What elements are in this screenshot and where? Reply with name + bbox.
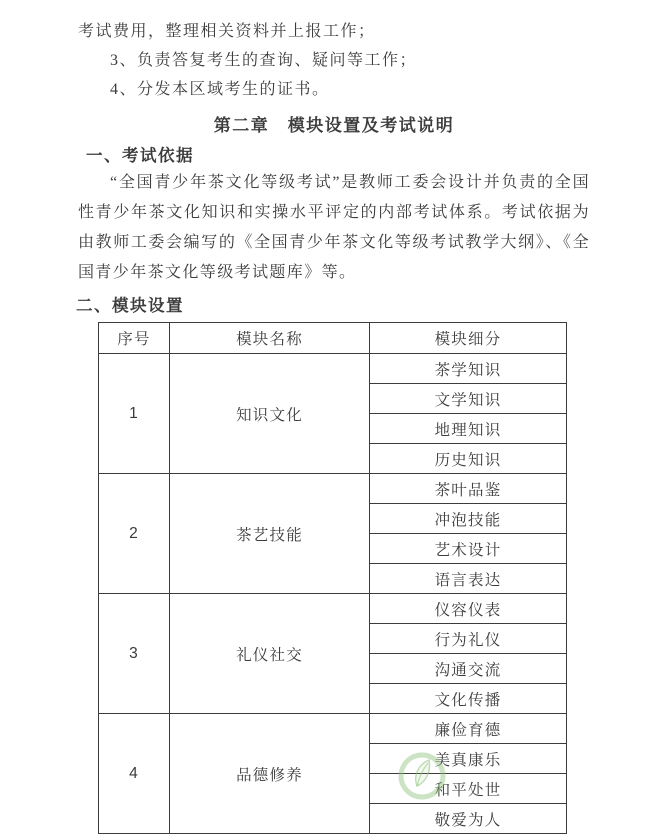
subdivision-cell: 美真康乐	[370, 744, 567, 774]
subdivision-cell: 和平处世	[370, 774, 567, 804]
serial-number-cell: 2	[99, 474, 170, 594]
subdivision-cell: 历史知识	[370, 444, 567, 474]
intro-line: 4、分发本区域考生的证书。	[110, 81, 330, 98]
section-heading-module-setup: 二、模块设置	[76, 296, 184, 315]
intro-list	[78, 17, 590, 104]
subdivision-cell: 茶学知识	[370, 354, 567, 384]
exam-basis-paragraph: “全国青少年茶文化等级考试”是教师工委会设计并负责的全国性青少年茶文化知识和实操水平评定的内部考试体系。考试依据为由教师工委会编写的《全国青少年茶文化等级考试教学大纲》、《全国青少年茶文化等级考试题库》等。	[78, 174, 590, 281]
table-row	[99, 594, 567, 624]
module-name-cell: 茶艺技能	[170, 474, 370, 594]
subdivision-cell: 文化传播	[370, 684, 567, 714]
serial-number-cell: 3	[99, 594, 170, 714]
section-heading-exam-basis: 一、考试依据	[86, 146, 194, 165]
subdivision-cell: 敬爱为人	[370, 804, 567, 834]
subdivision-cell: 廉俭育德	[370, 714, 567, 744]
subdivision-cell: 冲泡技能	[370, 504, 567, 534]
module-name-cell: 品德修养	[170, 714, 370, 834]
table-header-cell: 序号	[99, 323, 170, 354]
subdivision-cell: 文学知识	[370, 384, 567, 414]
table-row	[99, 474, 567, 504]
subdivision-cell: 沟通交流	[370, 654, 567, 684]
subdivision-cell: 行为礼仪	[370, 624, 567, 654]
modules-table	[98, 322, 567, 834]
subdivision-cell: 地理知识	[370, 414, 567, 444]
module-name-cell: 礼仪社交	[170, 594, 370, 714]
table-header-cell: 模块细分	[370, 323, 567, 354]
subdivision-cell: 语言表达	[370, 564, 567, 594]
subdivision-cell: 茶叶品鉴	[370, 474, 567, 504]
table-header-row	[99, 323, 567, 354]
serial-number-cell: 1	[99, 354, 170, 474]
table-row	[99, 354, 567, 384]
table-header-cell: 模块名称	[170, 323, 370, 354]
intro-line: 3、负责答复考生的查询、疑问等工作；	[110, 52, 418, 69]
serial-number-cell: 4	[99, 714, 170, 834]
subdivision-cell: 艺术设计	[370, 534, 567, 564]
table-row	[99, 714, 567, 744]
module-name-cell: 知识文化	[170, 354, 370, 474]
intro-line: 考试费用，整理相关资料并上报工作；	[78, 23, 376, 40]
subdivision-cell: 仪容仪表	[370, 594, 567, 624]
chapter-title: 第二章 模块设置及考试说明	[213, 116, 455, 135]
